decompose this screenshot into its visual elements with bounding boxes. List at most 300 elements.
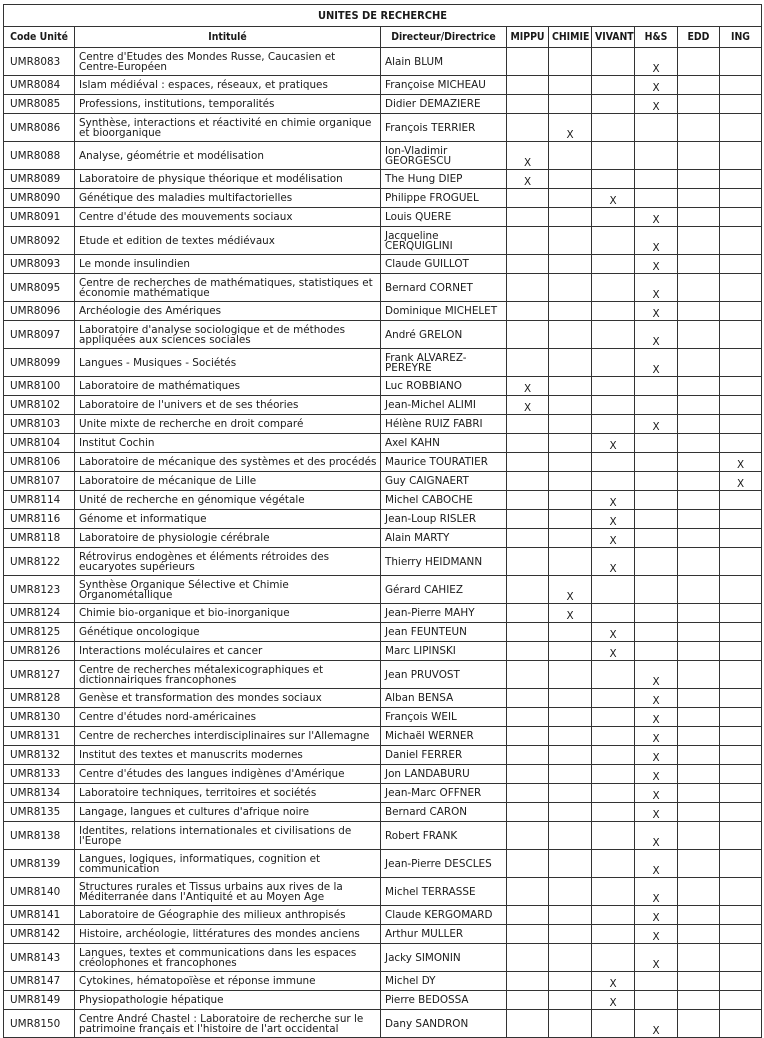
mark-chimie	[549, 906, 592, 925]
mark-mippu	[507, 529, 549, 548]
unit-title: Laboratoire de Géographie des milieux anthropisés	[75, 906, 381, 925]
mark-hs: X	[635, 255, 678, 274]
mark-mippu	[507, 822, 549, 850]
mark-chimie	[549, 708, 592, 727]
unit-director: Alain BLUM	[381, 48, 507, 76]
mark-chimie	[549, 434, 592, 453]
unit-director: Ion-Vladimir GEORGESCU	[381, 142, 507, 170]
mark-chimie	[549, 661, 592, 689]
unit-director: Alban BENSA	[381, 689, 507, 708]
mark-chimie	[549, 76, 592, 95]
mark-chimie	[549, 642, 592, 661]
mark-edd	[678, 803, 720, 822]
mark-vivant: X	[592, 529, 635, 548]
mark-mippu	[507, 803, 549, 822]
unit-title: Islam médiéval : espaces, réseaux, et pratiques	[75, 76, 381, 95]
table-row	[4, 142, 762, 170]
mark-hs: X	[635, 415, 678, 434]
mark-edd	[678, 170, 720, 189]
unit-code: UMR8131	[4, 727, 75, 746]
mark-chimie	[549, 991, 592, 1010]
mark-mippu: X	[507, 170, 549, 189]
mark-hs	[635, 576, 678, 604]
mark-mippu	[507, 850, 549, 878]
mark-ing	[720, 765, 762, 784]
unit-title: Laboratoire techniques, territoires et sociétés	[75, 784, 381, 803]
unit-title: Centre d'études nord-américaines	[75, 708, 381, 727]
mark-mippu	[507, 689, 549, 708]
mark-mippu	[507, 991, 549, 1010]
table-row	[4, 510, 762, 529]
unit-code: UMR8126	[4, 642, 75, 661]
mark-edd	[678, 415, 720, 434]
table-row	[4, 906, 762, 925]
unit-title: Laboratoire de mécanique de Lille	[75, 472, 381, 491]
mark-ing	[720, 529, 762, 548]
table-row	[4, 170, 762, 189]
mark-vivant	[592, 822, 635, 850]
mark-ing	[720, 491, 762, 510]
mark-mippu	[507, 208, 549, 227]
table-row	[4, 491, 762, 510]
unit-director: Axel KAHN	[381, 434, 507, 453]
unit-code: UMR8116	[4, 510, 75, 529]
mark-hs: X	[635, 822, 678, 850]
unit-director: Michel TERRASSE	[381, 878, 507, 906]
mark-vivant	[592, 302, 635, 321]
mark-chimie	[549, 321, 592, 349]
unit-code: UMR8084	[4, 76, 75, 95]
mark-chimie	[549, 623, 592, 642]
table-row	[4, 708, 762, 727]
mark-edd	[678, 274, 720, 302]
mark-edd	[678, 850, 720, 878]
unit-director: Gérard CAHIEZ	[381, 576, 507, 604]
table-row	[4, 114, 762, 142]
mark-chimie: X	[549, 576, 592, 604]
mark-mippu	[507, 95, 549, 114]
mark-vivant	[592, 415, 635, 434]
unit-director: Michaël WERNER	[381, 727, 507, 746]
unit-title: Analyse, géométrie et modélisation	[75, 142, 381, 170]
unit-director: Daniel FERRER	[381, 746, 507, 765]
unit-code: UMR8143	[4, 944, 75, 972]
unit-title: Chimie bio-organique et bio-inorganique	[75, 604, 381, 623]
unit-title: Professions, institutions, temporalités	[75, 95, 381, 114]
unit-title: Centre de recherches de mathématiques, statistiques et économie mathématique	[75, 274, 381, 302]
mark-ing	[720, 95, 762, 114]
mark-chimie	[549, 415, 592, 434]
mark-hs: X	[635, 689, 678, 708]
mark-hs: X	[635, 302, 678, 321]
mark-vivant	[592, 850, 635, 878]
mark-edd	[678, 746, 720, 765]
unit-code: UMR8090	[4, 189, 75, 208]
mark-ing	[720, 746, 762, 765]
mark-hs	[635, 189, 678, 208]
mark-mippu	[507, 727, 549, 746]
unit-title: Archéologie des Amériques	[75, 302, 381, 321]
mark-vivant	[592, 708, 635, 727]
mark-mippu	[507, 708, 549, 727]
table-row	[4, 48, 762, 76]
unit-code: UMR8140	[4, 878, 75, 906]
mark-ing	[720, 415, 762, 434]
table-row	[4, 227, 762, 255]
mark-vivant	[592, 274, 635, 302]
mark-edd	[678, 142, 720, 170]
table-row	[4, 878, 762, 906]
mark-edd	[678, 1010, 720, 1038]
unit-director: Dany SANDRON	[381, 1010, 507, 1038]
mark-vivant	[592, 472, 635, 491]
mark-chimie	[549, 850, 592, 878]
unit-code: UMR8149	[4, 991, 75, 1010]
table-row	[4, 765, 762, 784]
table-body	[4, 48, 762, 1038]
mark-edd	[678, 604, 720, 623]
mark-mippu	[507, 189, 549, 208]
header-row	[4, 27, 762, 48]
unit-code: UMR8092	[4, 227, 75, 255]
mark-ing	[720, 255, 762, 274]
mark-hs: X	[635, 349, 678, 377]
mark-edd	[678, 349, 720, 377]
mark-hs: X	[635, 727, 678, 746]
mark-vivant: X	[592, 510, 635, 529]
mark-ing	[720, 377, 762, 396]
unit-director: Jean-Marc OFFNER	[381, 784, 507, 803]
mark-hs: X	[635, 48, 678, 76]
mark-edd	[678, 453, 720, 472]
unit-code: UMR8083	[4, 48, 75, 76]
table-row	[4, 944, 762, 972]
mark-vivant: X	[592, 434, 635, 453]
mark-hs: X	[635, 208, 678, 227]
mark-mippu	[507, 472, 549, 491]
table-row	[4, 95, 762, 114]
header-mippu: MIPPU	[507, 27, 549, 48]
unit-title: Centre d'études des langues indigènes d'Amérique	[75, 765, 381, 784]
mark-mippu	[507, 576, 549, 604]
mark-ing	[720, 991, 762, 1010]
mark-vivant	[592, 727, 635, 746]
mark-edd	[678, 227, 720, 255]
table-row	[4, 925, 762, 944]
mark-hs: X	[635, 906, 678, 925]
table-row	[4, 642, 762, 661]
unit-director: André GRELON	[381, 321, 507, 349]
mark-hs	[635, 142, 678, 170]
mark-ing: X	[720, 472, 762, 491]
table-row	[4, 208, 762, 227]
unit-director: Claude KERGOMARD	[381, 906, 507, 925]
mark-ing	[720, 114, 762, 142]
mark-hs: X	[635, 944, 678, 972]
table-row	[4, 396, 762, 415]
mark-ing	[720, 708, 762, 727]
mark-edd	[678, 472, 720, 491]
table-row	[4, 661, 762, 689]
mark-hs	[635, 510, 678, 529]
mark-ing	[720, 349, 762, 377]
unit-director: Guy CAIGNAERT	[381, 472, 507, 491]
mark-edd	[678, 491, 720, 510]
mark-edd	[678, 576, 720, 604]
table-row	[4, 255, 762, 274]
mark-hs	[635, 623, 678, 642]
mark-mippu	[507, 321, 549, 349]
mark-chimie	[549, 878, 592, 906]
mark-ing	[720, 76, 762, 95]
mark-hs: X	[635, 746, 678, 765]
unit-title: Centre André Chastel : Laboratoire de recherche sur le patrimoine français et l'histoire de l'art occidental	[75, 1010, 381, 1038]
unit-director: Jean-Pierre MAHY	[381, 604, 507, 623]
mark-mippu	[507, 661, 549, 689]
mark-chimie	[549, 208, 592, 227]
unit-director: Jacky SIMONIN	[381, 944, 507, 972]
unit-director: François WEIL	[381, 708, 507, 727]
mark-ing	[720, 689, 762, 708]
mark-vivant	[592, 114, 635, 142]
unit-code: UMR8135	[4, 803, 75, 822]
unit-director: Michel DY	[381, 972, 507, 991]
unit-title: Génome et informatique	[75, 510, 381, 529]
mark-edd	[678, 255, 720, 274]
unit-code: UMR8089	[4, 170, 75, 189]
table-row	[4, 803, 762, 822]
table-row	[4, 529, 762, 548]
unit-code: UMR8096	[4, 302, 75, 321]
unit-director: Pierre BEDOSSA	[381, 991, 507, 1010]
unit-code: UMR8142	[4, 925, 75, 944]
unit-code: UMR8104	[4, 434, 75, 453]
mark-chimie	[549, 472, 592, 491]
mark-mippu	[507, 255, 549, 274]
mark-chimie	[549, 142, 592, 170]
mark-edd	[678, 114, 720, 142]
mark-hs: X	[635, 925, 678, 944]
mark-edd	[678, 906, 720, 925]
unit-code: UMR8088	[4, 142, 75, 170]
mark-mippu	[507, 548, 549, 576]
mark-hs	[635, 604, 678, 623]
mark-vivant	[592, 396, 635, 415]
mark-ing	[720, 850, 762, 878]
unit-director: Marc LIPINSKI	[381, 642, 507, 661]
mark-hs	[635, 529, 678, 548]
table-row	[4, 784, 762, 803]
mark-ing	[720, 548, 762, 576]
mark-vivant	[592, 142, 635, 170]
table-row	[4, 377, 762, 396]
unit-code: UMR8138	[4, 822, 75, 850]
unit-director: François TERRIER	[381, 114, 507, 142]
mark-hs: X	[635, 76, 678, 95]
unit-title: Centre d'étude des mouvements sociaux	[75, 208, 381, 227]
mark-ing	[720, 925, 762, 944]
mark-hs	[635, 642, 678, 661]
unit-code: UMR8132	[4, 746, 75, 765]
mark-edd	[678, 727, 720, 746]
mark-ing	[720, 661, 762, 689]
mark-ing	[720, 803, 762, 822]
unit-title: Genèse et transformation des mondes sociaux	[75, 689, 381, 708]
mark-ing	[720, 972, 762, 991]
mark-edd	[678, 302, 720, 321]
mark-vivant	[592, 48, 635, 76]
mark-hs: X	[635, 274, 678, 302]
mark-ing	[720, 189, 762, 208]
table-row	[4, 302, 762, 321]
mark-chimie	[549, 944, 592, 972]
unit-code: UMR8133	[4, 765, 75, 784]
mark-hs	[635, 170, 678, 189]
mark-edd	[678, 972, 720, 991]
unit-title: Cytokines, hématopoïèse et réponse immune	[75, 972, 381, 991]
mark-hs: X	[635, 878, 678, 906]
mark-chimie	[549, 529, 592, 548]
mark-vivant: X	[592, 972, 635, 991]
unit-code: UMR8134	[4, 784, 75, 803]
unit-director: Claude GUILLOT	[381, 255, 507, 274]
unit-director: Arthur MULLER	[381, 925, 507, 944]
unit-title: Institut Cochin	[75, 434, 381, 453]
unit-code: UMR8107	[4, 472, 75, 491]
unit-code: UMR8139	[4, 850, 75, 878]
mark-vivant	[592, 803, 635, 822]
unit-code: UMR8091	[4, 208, 75, 227]
mark-chimie	[549, 377, 592, 396]
header-hs: H&S	[635, 27, 678, 48]
header-code: Code Unité	[4, 27, 75, 48]
unit-code: UMR8106	[4, 453, 75, 472]
mark-edd	[678, 878, 720, 906]
mark-vivant	[592, 321, 635, 349]
unit-director: Jean PRUVOST	[381, 661, 507, 689]
table-row	[4, 850, 762, 878]
mark-chimie: X	[549, 114, 592, 142]
unit-director: Louis QUERE	[381, 208, 507, 227]
mark-chimie	[549, 972, 592, 991]
unit-code: UMR8086	[4, 114, 75, 142]
header-edd: EDD	[678, 27, 720, 48]
mark-mippu	[507, 349, 549, 377]
table-row	[4, 189, 762, 208]
table-row	[4, 576, 762, 604]
mark-hs	[635, 991, 678, 1010]
unit-director: Jean-Michel ALIMI	[381, 396, 507, 415]
unit-director: Dominique MICHELET	[381, 302, 507, 321]
mark-edd	[678, 708, 720, 727]
table-row	[4, 472, 762, 491]
mark-mippu	[507, 491, 549, 510]
unit-director: The Hung DIEP	[381, 170, 507, 189]
unit-title: Laboratoire de physique théorique et modélisation	[75, 170, 381, 189]
unit-code: UMR8114	[4, 491, 75, 510]
mark-edd	[678, 689, 720, 708]
mark-hs	[635, 453, 678, 472]
mark-vivant: X	[592, 189, 635, 208]
unit-title: Unité de recherche en génomique végétale	[75, 491, 381, 510]
unit-code: UMR8122	[4, 548, 75, 576]
mark-vivant	[592, 925, 635, 944]
mark-mippu	[507, 784, 549, 803]
mark-edd	[678, 991, 720, 1010]
unit-code: UMR8085	[4, 95, 75, 114]
mark-vivant	[592, 944, 635, 972]
mark-mippu	[507, 114, 549, 142]
unit-code: UMR8100	[4, 377, 75, 396]
unit-code: UMR8103	[4, 415, 75, 434]
unit-director: Jean-Loup RISLER	[381, 510, 507, 529]
mark-vivant: X	[592, 491, 635, 510]
mark-vivant	[592, 765, 635, 784]
unit-title: Génétique oncologique	[75, 623, 381, 642]
mark-vivant	[592, 255, 635, 274]
unit-title: Unite mixte de recherche en droit comparé	[75, 415, 381, 434]
mark-chimie	[549, 274, 592, 302]
mark-mippu	[507, 434, 549, 453]
mark-ing	[720, 208, 762, 227]
mark-hs: X	[635, 765, 678, 784]
mark-hs: X	[635, 1010, 678, 1038]
mark-edd	[678, 642, 720, 661]
table-row	[4, 415, 762, 434]
unit-director: Jon LANDABURU	[381, 765, 507, 784]
unit-title: Laboratoire de physiologie cérébrale	[75, 529, 381, 548]
unit-code: UMR8097	[4, 321, 75, 349]
mark-edd	[678, 765, 720, 784]
mark-edd	[678, 95, 720, 114]
unit-code: UMR8150	[4, 1010, 75, 1038]
unit-title: Centre de recherches métalexicographiques et dictionnairiques francophones	[75, 661, 381, 689]
mark-hs	[635, 114, 678, 142]
table-row	[4, 548, 762, 576]
mark-hs	[635, 396, 678, 415]
unit-title: Langues, textes et communications dans les espaces créolophones et francophones	[75, 944, 381, 972]
mark-ing	[720, 170, 762, 189]
mark-vivant	[592, 906, 635, 925]
unit-title: Centre d'Etudes des Mondes Russe, Caucasien et Centre-Européen	[75, 48, 381, 76]
mark-mippu	[507, 642, 549, 661]
mark-edd	[678, 76, 720, 95]
mark-chimie	[549, 548, 592, 576]
unit-director: Philippe FROGUEL	[381, 189, 507, 208]
mark-chimie	[549, 453, 592, 472]
mark-ing	[720, 576, 762, 604]
mark-mippu	[507, 623, 549, 642]
mark-mippu	[507, 510, 549, 529]
mark-mippu	[507, 415, 549, 434]
mark-chimie	[549, 925, 592, 944]
mark-mippu: X	[507, 377, 549, 396]
mark-chimie	[549, 784, 592, 803]
mark-edd	[678, 661, 720, 689]
table-row	[4, 746, 762, 765]
unit-director: Bernard CORNET	[381, 274, 507, 302]
mark-mippu	[507, 746, 549, 765]
unit-director: Maurice TOURATIER	[381, 453, 507, 472]
table-row	[4, 604, 762, 623]
mark-chimie: X	[549, 604, 592, 623]
table-row	[4, 76, 762, 95]
mark-chimie	[549, 727, 592, 746]
mark-edd	[678, 208, 720, 227]
unit-title: Synthèse Organique Sélective et Chimie Organométallique	[75, 576, 381, 604]
mark-chimie	[549, 48, 592, 76]
mark-hs: X	[635, 850, 678, 878]
